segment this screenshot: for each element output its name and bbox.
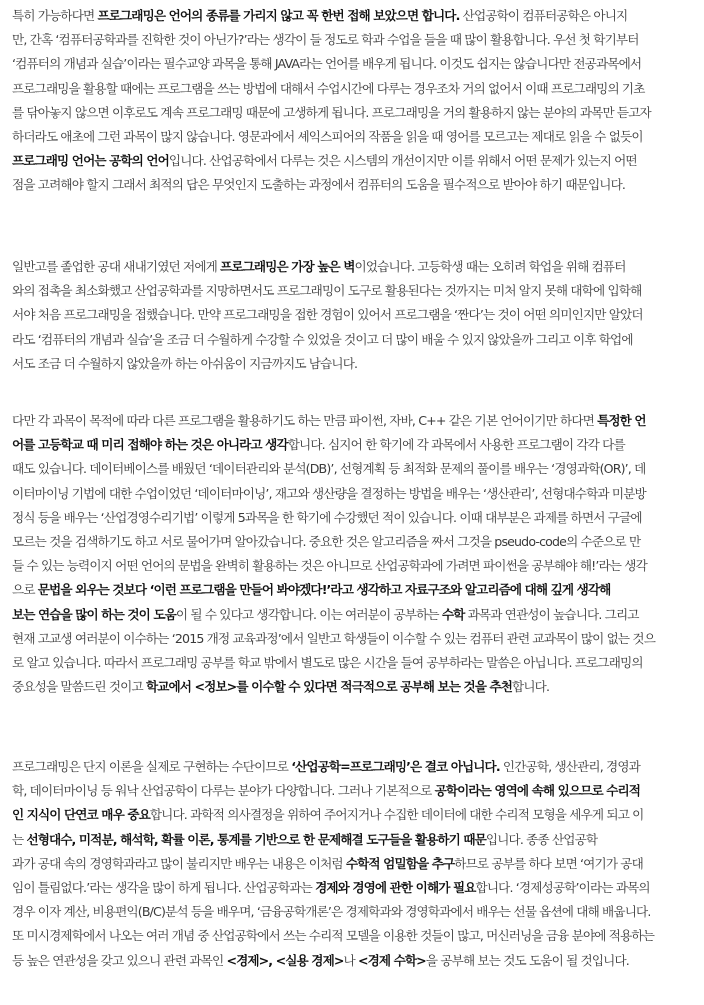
text-line xyxy=(12,28,692,52)
body-text: 는 xyxy=(12,831,27,847)
body-text: 임이 틀림없다.’라는 생각을 많이 하게 됩니다. 산업공학과는 xyxy=(12,879,316,895)
bold-text: 특정한 언 xyxy=(597,413,646,428)
bold-text: 경제와 경영에 관한 이해가 필요 xyxy=(315,879,476,895)
bold-text: 어를 고등학교 때 미리 접해야 하는 것은 아니라고 생각 xyxy=(12,437,288,453)
bold-text: 선형대수, 미적분, 해석학, 확률 이론, 통계를 기반으로 한 문제해결 도구들을 활용하기 때문 xyxy=(26,831,486,847)
body-text: 인간공학, 생산관리, 경영과 xyxy=(499,759,640,774)
body-text: 과목과 연관성이 높습니다. 그리고 xyxy=(464,606,639,622)
text-line xyxy=(12,328,692,352)
body-text: 프로그래밍을 활용할 때에는 프로그램을 쓰는 방법에 대해서 수업시간에 다루는 경우조차 거의 없어서 이때 프로그래밍의 기초 xyxy=(12,80,645,96)
body-text: 들 수 있는 능력이지 어떤 언어의 문법을 완벽히 활용하는 것은 아니므로 산업공학과에 가려면 파이썬을 공부해야 해!’라는 생각 xyxy=(12,558,647,574)
text-line xyxy=(12,578,692,602)
paragraph-math-and-economics xyxy=(12,755,692,973)
body-text: 현재 고교생 여러분이 이수하는 ‘2015 개정 교육과정’에서 일반고 학생들이 이수할 수 있는 컴퓨터 관련 교과목이 많이 없는 것으 xyxy=(12,630,656,646)
text-line xyxy=(12,255,692,279)
body-text: 과가 공대 속의 경영학과라고 많이 불리지만 배우는 내용은 이처럼 xyxy=(12,855,346,871)
body-text: ‘컴퓨터의 개념과 실습’이라는 필수교양 과목을 통해 JAVA라는 언어를 배우게 됩니다. 이것도 쉽지는 않습니다만 전공과목에서 xyxy=(12,56,642,72)
body-text: 입니다. 산업공학에서 다루는 것은 시스템의 개선이지만 이를 위해서 어떤 문제가 있는지 어떤 xyxy=(168,153,637,169)
body-text: 중요성을 말씀드린 것이고 xyxy=(12,679,146,695)
body-text: 특히 가능하다면 xyxy=(12,8,98,23)
bold-text: 프로그래밍 언어는 공학의 언어 xyxy=(12,153,169,169)
text-line xyxy=(12,852,692,876)
text-line xyxy=(12,755,692,779)
bold-text: 수학적 엄밀함을 추구 xyxy=(345,855,455,871)
text-line xyxy=(12,149,692,173)
paragraph-language-choice xyxy=(12,409,692,699)
body-text: 정식 등을 배우는 ‘산업경영수리기법’ 이렇게 5과목을 한 학기에 수강했던 적이 있습니다. 이때 대부분은 과제를 하면서 구글에 xyxy=(12,509,642,525)
body-text: 산업공학이 컴퓨터공학은 아니지 xyxy=(459,8,628,23)
bold-text: 보는 연습을 많이 하는 것이 도움 xyxy=(12,606,176,622)
text-line xyxy=(12,77,692,101)
bold-text: 학교에서 <정보>를 이수할 수 있다면 적극적으로 공부해 보는 것을 추천 xyxy=(145,679,513,695)
text-line xyxy=(12,457,692,481)
bold-text: <경제>, <실용 경제> xyxy=(226,952,344,968)
body-text: 때도 있습니다. 데이터베이스를 배웠던 ‘데이터관리와 분석(DB)’, 선형계획 등 최적화 문제의 풀이를 배우는 ‘경영과학(OR)’, 데 xyxy=(12,461,646,477)
text-line xyxy=(12,603,692,627)
paragraph-personal-experience xyxy=(12,255,692,376)
text-line xyxy=(12,409,692,433)
body-text: 점을 고려해야 할지 그래서 최적의 답은 무엇인지 도출하는 과정에서 컴퓨터의 도움을 필수적으로 받아야 하기 때문입니다. xyxy=(12,177,626,193)
text-line xyxy=(12,506,692,530)
text-line xyxy=(12,52,692,76)
text-line xyxy=(12,101,692,125)
bold-text: ‘산업공학=프로그래밍’은 결코 아닙니다. xyxy=(291,759,500,774)
bold-text: 프로그래밍은 언어의 종류를 가리지 않고 꼭 한번 접해 보았으면 합니다. xyxy=(97,8,460,23)
body-text: 서야 처음 프로그래밍을 접했습니다. 만약 프로그래밍을 접한 경험이 있어서 프로그램을 ‘짠다’는 것이 어떤 의미인지만 알았더 xyxy=(12,307,643,323)
body-text: 다만 각 과목이 목적에 따라 다른 프로그램을 활용하기도 하는 만큼 파이썬, 자바, C++ 같은 기본 언어이기만 하다면 xyxy=(12,413,598,428)
body-text: 나 xyxy=(343,952,358,968)
body-text: 합니다. 과학적 의사결정을 위하여 주어지거나 수집한 데이터에 대한 수리적 모형을 세우게 되고 이 xyxy=(149,807,644,823)
text-line xyxy=(12,279,692,303)
text-line xyxy=(12,828,692,852)
text-line xyxy=(12,779,692,803)
text-line xyxy=(12,433,692,457)
text-line xyxy=(12,173,692,197)
text-line xyxy=(12,554,692,578)
text-line xyxy=(12,949,692,973)
body-text: 프로그래밍은 단지 이론을 실제로 구현하는 수단이므로 xyxy=(12,759,292,774)
body-text: 와의 접촉을 최소화했고 산업공학과를 지망하면서도 프로그래밍이 도구로 활용된다는 것까지는 미처 알지 못해 대학에 입학해 xyxy=(12,283,642,299)
body-text: 로 알고 있습니다. 따라서 프로그래밍 공부를 학교 밖에서 별도로 많은 시간을 들여 공부하라는 말씀은 아닙니다. 프로그래밍의 xyxy=(12,654,643,670)
text-line xyxy=(12,352,692,376)
body-text: 하더라도 애초에 그런 과목이 많지 않습니다. 영문과에서 셰익스피어의 작품을 읽을 때 영어를 모르고는 제대로 읽을 수 없듯이 xyxy=(12,128,643,144)
text-line xyxy=(12,651,692,675)
body-text: 입니다. 종종 산업공학 xyxy=(485,831,598,847)
body-text: 경우 이자 계산, 비용편익(B/C)분석 등을 배우며, ‘금융공학개론’은 경제학과와 경영학과에서 배우는 선물 옵션에 대해 배웁니다. xyxy=(12,904,651,920)
text-line xyxy=(12,675,692,699)
body-text: 를 닦아놓지 않으면 이후로도 계속 프로그래밍 때문에 고생하게 됩니다. 프로그래밍을 거의 활용하지 않는 분야의 과목만 듣고자 xyxy=(12,104,651,120)
body-text: 합니다. xyxy=(512,679,550,695)
body-text: 합니다. ‘경제성공학’이라는 과목의 xyxy=(475,879,650,895)
bold-text: 공학이라는 영역에 속해 있으므로 수리적 xyxy=(434,783,641,799)
text-line xyxy=(12,924,692,948)
body-text: 하므로 공부를 하다 보면 ‘여기가 공대 xyxy=(454,855,643,871)
body-text: 모르는 것을 검색하기도 하고 서로 물어가며 알아갔습니다. 중요한 것은 알고리즘을 짜서 그것을 pseudo-code의 수준으로 만 xyxy=(12,533,641,549)
body-text: 일반고를 졸업한 공대 새내기였던 저에게 xyxy=(12,259,221,274)
body-text: 서도 조금 더 수월하지 않았을까 하는 아쉬움이 지금까지도 남습니다. xyxy=(12,355,358,371)
text-line xyxy=(12,4,692,28)
body-text: 학, 데이터마이닝 등 워낙 산업공학이 다루는 분야가 다양합니다. 그러나 기본적으로 xyxy=(12,783,435,799)
bold-text: 인 지식이 단연코 매우 중요 xyxy=(12,807,150,823)
text-line xyxy=(12,900,692,924)
body-text: 이었습니다. 고등학생 때는 오히려 학업을 위해 컴퓨터 xyxy=(354,259,626,274)
text-line xyxy=(12,530,692,554)
text-line xyxy=(12,482,692,506)
body-text: 또 미시경제학에서 나오는 여러 개념 중 산업공학에서 쓰는 수리적 모델을 이용한 것들이 많고, 머신러닝을 금융 분야에 적용하는 xyxy=(12,928,655,944)
body-text: 이 될 수 있다고 생각합니다. 이는 여러분이 공부하는 xyxy=(175,606,442,622)
text-line xyxy=(12,125,692,149)
text-line xyxy=(12,803,692,827)
paragraph-programming-importance xyxy=(12,4,692,198)
body-text: 이터마이닝 기법에 대한 수업이었던 ‘데이터마이닝’, 재고와 생산량을 결정하는 방법을 배우는 ‘생산관리’, 선형대수학과 미분방 xyxy=(12,485,646,501)
body-text: 합니다. 심지어 한 학기에 각 과목에서 사용한 프로그램이 각각 다를 xyxy=(287,437,625,453)
bold-text: <경제 수학> xyxy=(357,952,426,968)
body-text: 을 공부해 보는 것도 도움이 될 것입니다. xyxy=(425,952,629,968)
text-line xyxy=(12,876,692,900)
body-text: 라도 ‘컴퓨터의 개념과 실습’을 조금 더 수월하게 수강할 수 있었을 것이고 더 많이 배울 수 있지 않았을까 그리고 이후 학업에 xyxy=(12,331,633,347)
body-text: 만, 간혹 ‘컴퓨터공학과를 진학한 것이 아닌가?’라는 생각이 들 정도로 학과 수업을 들을 때 많이 활용합니다. 우선 첫 학기부터 xyxy=(12,32,639,48)
bold-text: 수학 xyxy=(441,606,465,622)
text-line xyxy=(12,627,692,651)
body-text: 으로 xyxy=(12,582,38,598)
bold-text: 프로그래밍은 가장 높은 벽 xyxy=(220,259,355,274)
bold-text: 문법을 외우는 것보다 ‘이런 프로그램을 만들어 봐야겠다!’라고 생각하고 자료구조와 알고리즘에 대해 깊게 생각해 xyxy=(37,582,611,598)
text-line xyxy=(12,303,692,327)
body-text: 등 높은 연관성을 갖고 있으니 관련 과목인 xyxy=(12,952,227,968)
